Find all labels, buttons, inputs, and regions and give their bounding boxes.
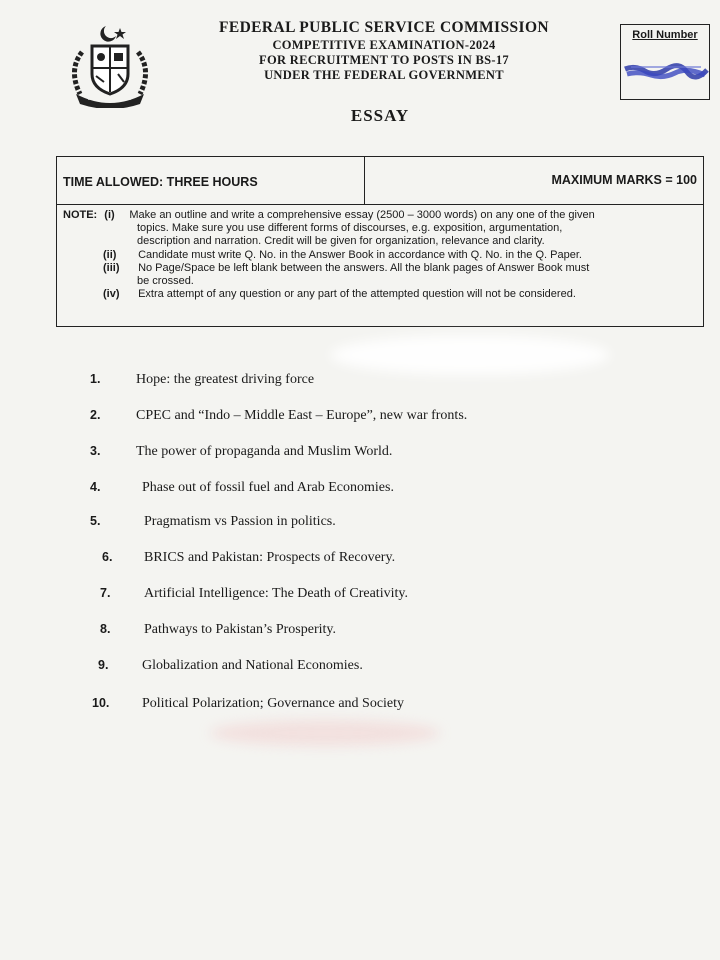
topic-text: The power of propaganda and Muslim World.: [136, 444, 393, 459]
topic-item: [80, 658, 680, 680]
time-cell: [57, 157, 365, 204]
topic-item: [80, 550, 680, 572]
exam-name: COMPETITIVE EXAMINATION-2024: [272, 38, 496, 52]
topic-number: 2.: [90, 408, 101, 422]
topic-text: CPEC and “Indo – Middle East – Europe”, new war fronts.: [136, 408, 468, 423]
topic-number: 1.: [90, 372, 101, 386]
topic-number: 10.: [92, 696, 110, 710]
topic-item: [80, 696, 680, 718]
instructions-table: [56, 156, 704, 327]
paper-smudge: [330, 335, 610, 375]
government-emblem-icon: [62, 22, 158, 108]
topic-item: [80, 480, 680, 502]
topic-text: Pragmatism vs Passion in politics.: [144, 514, 336, 529]
note-line: [63, 288, 697, 301]
organization-name: FEDERAL PUBLIC SERVICE COMMISSION: [218, 19, 550, 36]
note-text: Candidate must write Q. No. in the Answer Book in accordance with Q. No. in the Q. Paper.: [138, 248, 582, 261]
topic-number: 4.: [90, 480, 101, 494]
note-line: [63, 249, 697, 262]
note-line: [63, 262, 697, 275]
topic-item: [80, 622, 680, 644]
note-numeral: (i): [104, 209, 115, 221]
topic-number: 5.: [90, 514, 101, 528]
topic-text: BRICS and Pakistan: Prospects of Recovery.: [144, 550, 396, 565]
note-line: topics. Make sure you use different forms of discourses, e.g. exposition, argumentation,: [137, 222, 563, 235]
redaction-scribble-icon: [623, 61, 709, 81]
notes-section: [63, 209, 697, 301]
note-label: NOTE:: [63, 209, 98, 221]
topic-number: 7.: [100, 586, 111, 600]
note-line: [63, 209, 697, 222]
topic-item: [80, 372, 680, 394]
topic-item: [80, 586, 680, 608]
topic-text: Globalization and National Economies.: [142, 658, 363, 673]
note-line: description and narration. Credit will be given for organization, relevance and clarity.: [137, 235, 545, 248]
topic-number: 8.: [100, 622, 111, 636]
roll-number-label: Roll Number: [632, 29, 698, 41]
paper-smudge: [210, 720, 440, 746]
topic-number: 6.: [102, 550, 113, 564]
note-text: Make an outline and write a comprehensive essay (2500 – 3000 words) on any one of the given: [129, 209, 595, 221]
topic-text: Hope: the greatest driving force: [136, 372, 315, 387]
topic-number: 9.: [98, 658, 109, 672]
note-text: No Page/Space be left blank between the answers. All the blank pages of Answer Book must: [138, 261, 590, 274]
government-line: UNDER THE FEDERAL GOVERNMENT: [264, 68, 504, 82]
note-numeral: (ii): [103, 248, 117, 261]
topic-number: 3.: [90, 444, 101, 458]
note-line: be crossed.: [137, 275, 194, 288]
topic-item: [80, 408, 680, 430]
recruitment-line: FOR RECRUITMENT TO POSTS IN BS-17: [259, 53, 509, 67]
topic-text: Political Polarization; Governance and Society: [142, 696, 405, 711]
topic-text: Artificial Intelligence: The Death of Creativity.: [144, 586, 408, 601]
topic-item: [80, 444, 680, 466]
exam-header: [188, 18, 580, 83]
note-text: Extra attempt of any question or any part of the attempted question will not be considered.: [138, 288, 576, 301]
roll-number-box: [620, 24, 710, 100]
topic-text: Phase out of fossil fuel and Arab Economies.: [142, 480, 394, 495]
topic-text: Pathways to Pakistan’s Prosperity.: [144, 622, 336, 637]
topic-item: [80, 514, 680, 536]
paper-title: ESSAY: [350, 106, 410, 125]
maximum-marks: MAXIMUM MARKS = 100: [551, 173, 697, 187]
time-marks-row: [57, 157, 703, 205]
note-numeral: (iii): [103, 261, 120, 274]
time-allowed: TIME ALLOWED: THREE HOURS: [63, 175, 258, 189]
note-numeral: (iv): [103, 288, 120, 301]
